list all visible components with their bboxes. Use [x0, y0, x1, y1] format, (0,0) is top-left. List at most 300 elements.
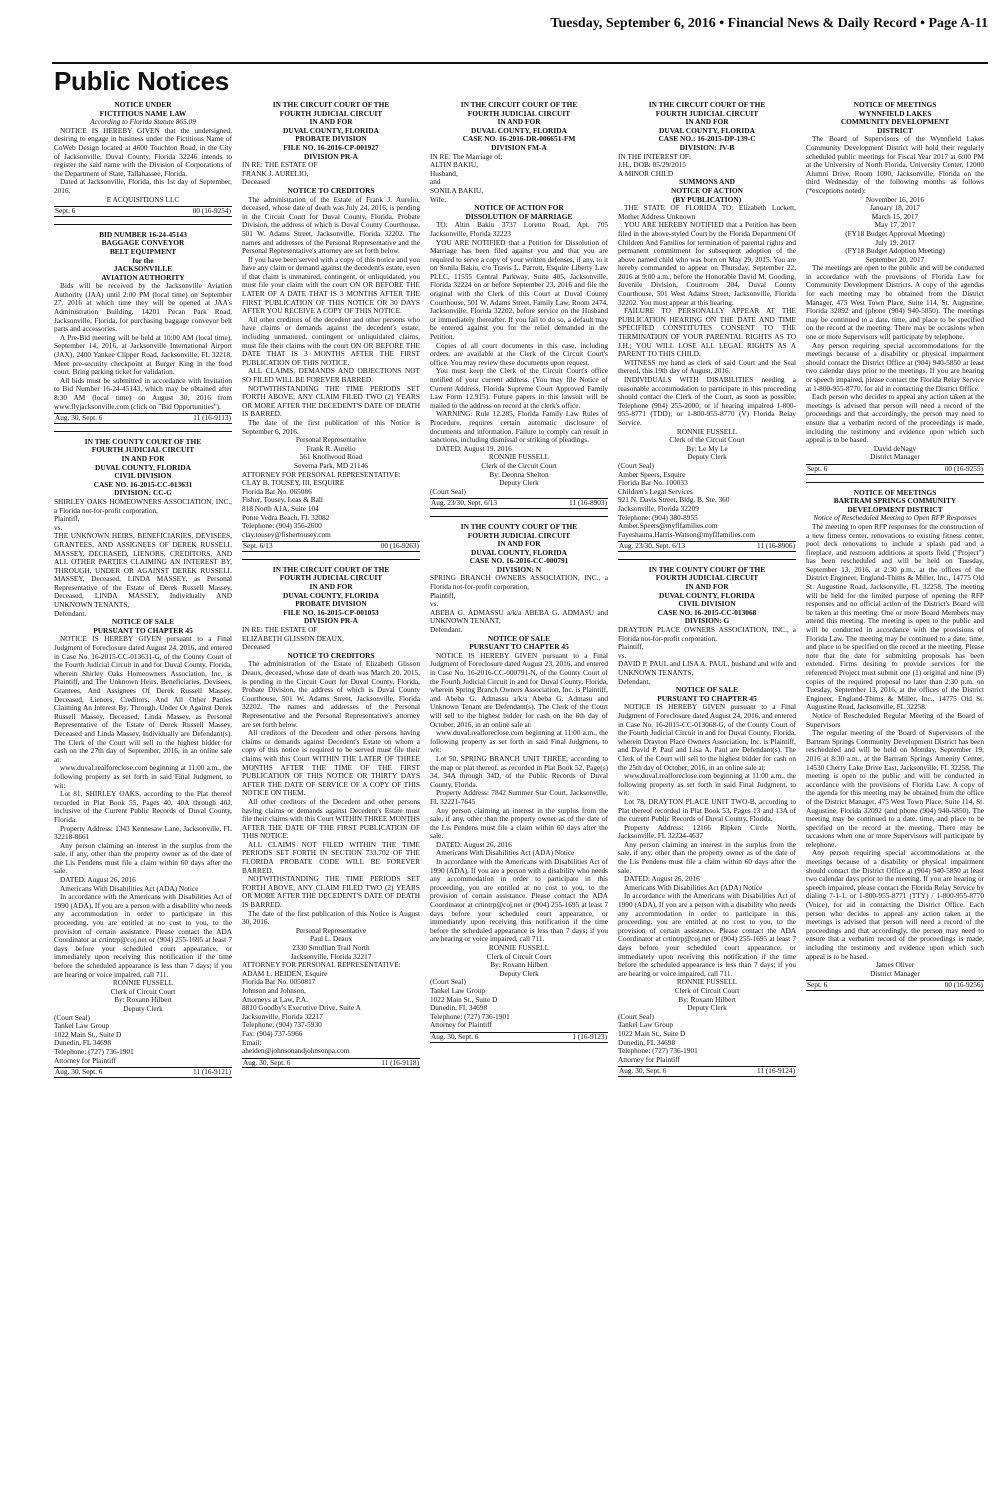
- notice-id: 11 (16-9121): [192, 1067, 231, 1077]
- notice-contact-line: Fayeshauna.Harris-Watson@myflfamilies.com: [618, 529, 756, 539]
- notice-id: 00 (16-9255): [944, 463, 983, 473]
- notice-paragraph: All other creditors of the decedent and other persons who have claims or demands against the decedent's estate, including unmatured, contingent or unliquidated claims, must file their claims with the court ON OR BEFORE THE DATE THAT IS 3 MONTHS AFTER THE FIRST PUBLICATION OF THIS NOTICE.: [242, 314, 420, 367]
- notice-party-line: SONILA BAKIU,: [430, 185, 484, 195]
- notice-signature-line: Personal Representative: [295, 435, 367, 445]
- notice-heading: DEVELOPMENT DISTRICT: [847, 504, 943, 514]
- notice-contact-line: 8810 Goodby's Executive Drive, Suite A: [242, 1003, 361, 1013]
- notice-paragraph: Americans With Disabilities Act (ADA) Notice: [624, 882, 763, 892]
- notice-columns: [54, 101, 988, 1493]
- notice-heading: IN AND FOR: [497, 539, 541, 549]
- notice-party-line: ABEBA G. ADMASSU a/k/a ABEBA G. ADMASU and UNKNOWN TENANT,: [430, 607, 608, 626]
- legal-notice: [806, 489, 984, 991]
- notice-contact-line: Fax: (904) 737-5966: [242, 1028, 303, 1038]
- meeting-date: September 20, 2017: [865, 254, 925, 264]
- notice-contact-line: Ponte Vedra Beach, FL 32082: [242, 512, 330, 522]
- notice-heading: IN THE CIRCUIT COURT OF THE: [272, 564, 390, 574]
- notice-footer: [430, 1032, 608, 1043]
- legal-notice: [54, 101, 232, 217]
- notice-divider: [242, 559, 420, 560]
- notice-contact-line: Amber Speers, Esquire: [618, 469, 686, 479]
- notice-heading: DIVISION PR-A: [304, 616, 358, 626]
- notice-footer: [242, 541, 420, 552]
- notice-footer: [54, 1067, 232, 1078]
- notice-party-line: Deceased: [242, 642, 270, 652]
- notice-party-line: ALTIN BAKIU,: [430, 160, 478, 170]
- notice-party-line: and: [430, 177, 441, 187]
- meeting-date: (FY18 Budget Adoption Meeting): [845, 246, 945, 256]
- notice-paragraph: www.duval.realforeclose.com beginning at 11:00 a.m., the following property as set forth in said Final Judgment, to wit:: [54, 763, 232, 790]
- notice-heading: CASE NO. 16-2015-CC-013068: [657, 607, 757, 617]
- notice-heading: DIVISION PR-A: [304, 151, 358, 161]
- notice-heading: FILE NO. 16-2016-CP-001927: [283, 142, 379, 152]
- notice-paragraph: NOTICE IS HEREBY GIVEN that the undersigned, desiring to engage in business under the Fictitious Name of CoWeb Design located at 4600 Touchton Road, in the City of Jacksonville, Duval County, Florida 32246 intends to register the said name with the Division of Corporations of the Department of State, Tallahassee, Florida.: [54, 125, 232, 178]
- notice-heading: NOTICE UNDER: [114, 101, 172, 109]
- notice-contact-line: Tankel Law Group: [430, 985, 486, 995]
- notice-heading: DUVAL COUNTY, FLORIDA: [95, 462, 191, 472]
- page-folio: Tuesday, September 6, 2016 • Financial News & Daily Record • Page A-11: [550, 16, 988, 31]
- notice-heading: IN THE CIRCUIT COURT OF THE: [648, 101, 766, 109]
- notice-divider: [54, 224, 232, 225]
- notice-id: 00 (16-9256): [944, 980, 983, 990]
- notice-party-line: IN RE: The Marriage of:: [430, 151, 503, 161]
- notice-paragraph: www.duval.realforeclose.com beginning at 11:00 a.m., the following property as set forth in said Final Judgment, to wit:: [618, 771, 796, 798]
- notice-paragraph: The administration of the Estate of Frank J. Aurelio, deceased, whose date of death was July 24, 2016, is pending in the Circuit Court for Duval County, Florida, Probate Division, the address of which is Duval County Courthouse, 501 W. Adams Street, Jacksonville, Florida 32202. The names and addresses of the Personal Representative and the Personal Representative's attorney are set forth below.: [242, 194, 420, 256]
- notice-party-line: SPRING BRANCH OWNERS ASSOCIATION, INC., a Florida not-for-profit corporation,: [430, 573, 608, 592]
- masthead-rule: [52, 62, 988, 64]
- notice-signature-line: Clerk of the Circuit Court: [669, 435, 745, 445]
- notice-signature-line: By: Roxann Hilbert: [678, 994, 736, 1004]
- notice-contact-line: Jacksonville, Florida 32217: [242, 1011, 323, 1021]
- publication-dates: Aug. 30, Sept. 6: [431, 1031, 479, 1041]
- notice-subtitle: According to Florida Statute 865.09: [90, 117, 196, 127]
- notice-heading: IN AND FOR: [309, 117, 353, 127]
- notice-party-line: J.H., DOB: 05/29/2015: [618, 160, 686, 170]
- notice-id: 11 (16-8903): [568, 498, 607, 508]
- legal-notice: [242, 101, 420, 552]
- notice-signature-line: Clerk of Circuit Court: [674, 985, 740, 995]
- notice-signature-line: Jacksonville, Florida 32217: [290, 951, 372, 961]
- notice-signature-line: Personal Representative: [295, 925, 367, 935]
- notice-contact-line: aheiden@johnsonandjohnsonpa.com: [242, 1046, 350, 1056]
- notice-paragraph: NOTWITHSTANDING THE TIME PERIODS SET FORTH ABOVE, ANY CLAIM FILED TWO (2) YEARS OR MORE AFTER THE DECEDENT'S DATE OF DEATH IS BARRED.: [242, 874, 420, 910]
- notice-paragraph: NOTICE IS HEREBY GIVEN pursuant to a Final Judgment of Foreclosure dated August 24, 2016, and entered in Case No. 16-2015-CC-013631-G, of the County Court of the Fourth Judicial Circuit in and for Duval County, Florida, wherein Shirley Oaks Homeowners Association, Inc. is Plaintiff, and The Unknown Heirs, Beneficiaries, Devisees, Grantees, And Assignees Of Derek Russell Massey, Deceased, Lienors, Creditors, And All Other Parties Claiming An Interest By, Through, Under Or Against Derek Russell Massey, Deceased, Linda Massey, as Personal Representative of the Estate of Derek Russell Massey, Deceased and Linda Massey, Individually are Defendant(s). The Clerk of the Court will sell to the highest bidder for cash on the 27th day of September, 2016, in an online sale at:: [54, 634, 232, 764]
- notice-signature-line: E ACQUISITIONS LLC: [106, 194, 180, 204]
- notice-heading: JACKSONVILLE: [113, 264, 173, 274]
- notice-heading: BARTRAM SPRINGS COMMUNITY: [833, 496, 957, 506]
- notice-contact-line: Florida Bar No. 0050817: [242, 977, 316, 987]
- notice-paragraph: In accordance with the Americans with Disabilities Act of 1990 (ADA), If you are a person with a disability who needs any accommodation in order to participate in this proceeding, you are entitled at no cost to you, to the provision of certain assistance. Please contact the ADA Coordinator at crtintrp@coj.net or (904) 255-1695 at least 7 days before your scheduled court appearance, or immediately upon receiving this notification if the time before the scheduled appearance is less than 7 days; if you are hearing or voice impaired, call 711.: [618, 891, 796, 978]
- notice-paragraph: YOU ARE NOTIFIED that a Petition for Dissolution of Marriage has been filed against you and that you are required to serve a copy of your written defenses, if any, to it on Sonila Bakiu, c/o Travis L. Parrott, Esquire Liberty Law PLLC, 11555 Central Parkway, Suite 405, Jacksonville, Florida 32224 on or before September 23, 2016 and file the original with the Clerk of this Court at Duval County Courthouse, 501 W. Adams Street, Family Law, Room 2474, Jacksonville, Florida 32202, before service on the Husband or immediately thereafter. If you fail to do so, a default may be entered against you for the relief demanded in the Petition.: [430, 237, 608, 342]
- notice-party-line: vs.: [430, 599, 439, 609]
- notice-paragraph: The regular meeting of the Board of Supervisors of the Bartram Springs Community Development District has been rescheduled and will be held on Monday, September 19, 2016 at 8:30 a.m., at the Bartram Springs Amenity Center, 14530 Cherry Lake Drive East, Jacksonville, FL 32258. The meeting is open to the public and will be conducted in accordance with the provisions of Florida Law. A copy of the agenda for this meeting may be obtained from the office of the District Manager, 475 West Town Place, Suite 114, St. Augustine, Florida 32092 (and phone (904) 940-5850). The meeting may be continued to a date, time, and place to be specified on the record at the meeting. There may be occasions when one or more Supervisors will participate by telephone.: [806, 728, 984, 849]
- notice-contact-line: 1022 Main St., Suite D: [54, 1029, 122, 1039]
- notice-contact-line: (Court Seal): [54, 1012, 90, 1022]
- notice-paragraph: Each person who decides to appeal any action taken at the meetings is advised that person will need a record of the proceedings and that accordingly, the person may need to ensure that a verbatim record of the proceedings is made, including the testimony and evidence upon which such appeal is to be based.: [806, 392, 984, 445]
- notice-paragraph: Property Address: 7842 Summer Star Court, Jacksonville, FL 32221-7645: [430, 788, 608, 806]
- notice-party-line: IN RE: THE ESTATE OF: [242, 625, 318, 635]
- notice-signature-line: RONNIE FUSSELL: [488, 943, 550, 952]
- notice-paragraph: All bids must be submitted in accordance with Invitation to Bid Number 16-24-45143, which may be obtained after 8:30 AM (local time) on August 30, 2016 from www.flyjacksonville.com (click on "Bid Opportunities").: [54, 375, 232, 411]
- notice-heading: CASE NO. 16-2016-DR-006651-FM: [462, 134, 576, 144]
- notice-paragraph: NOTICE IS HEREBY GIVEN pursuant to a Final Judgment of Foreclosure dated August 23, 2016, and entered in Case No. 16-2016-CC-000791-N, of the County Court of the Fourth Judicial Circuit in and for Duval County, Florida, wherein Spring Branch Owners Association, Inc. is Plaintiff, and Abeba G. Admassu a/k/a Abeba G. Admasu and Unknown Tenant are Defendant(s). The Clerk of the Court will sell to the highest bidder for cash on the 6th day of October, 2016, in an online sale at:: [430, 650, 608, 729]
- notice-contact-line: 1022 Main St., Suite D: [430, 994, 498, 1004]
- notice-signature-line: Deputy Clerk: [499, 968, 539, 978]
- notice-signature-line: James Oliver: [875, 960, 915, 970]
- notice-contact-line: Florida Bar No. 065086: [242, 486, 312, 496]
- notice-contact-line: 818 North A1A, Suite 104: [242, 503, 319, 513]
- notice-contact-line: Attorneys at Law, P.A.: [242, 994, 308, 1004]
- notice-party-line: vs.: [54, 522, 63, 532]
- notice-column-4: [618, 101, 796, 1493]
- notice-signature-line: Clerk of Circuit Court: [110, 986, 176, 996]
- notice-heading: BELT EQUIPMENT: [109, 246, 177, 256]
- notice-subheading: SUMMONS AND: [678, 177, 736, 187]
- notice-party-line: Husband,: [430, 168, 458, 178]
- notice-contact-line: 1022 Main St., Suite D: [618, 1028, 686, 1038]
- notice-contact-line: Florida Bar No. 100033: [618, 478, 688, 488]
- notice-subheading: NOTICE OF ACTION FOR: [474, 203, 564, 213]
- notice-party-line: Wife.: [430, 194, 447, 204]
- notice-contact-line: (Court Seal): [430, 977, 466, 987]
- notice-paragraph: A Pre-Bid meeting will be held at 10:00 AM (local time), September 14, 2016, at Jacksonville International Airport (JAX), 2400 Yankee Clipper Road, Jacksonville, FL 32218. Meet pre-security checkpoint at Burger King in the food court. Bring parking ticket for validation.: [54, 332, 232, 377]
- notice-heading: WYNNFIELD LAKES: [858, 108, 932, 118]
- notice-signature-line: Paul L. Deaux: [310, 934, 352, 944]
- publication-dates: Aug. 30, Sept. 6: [243, 1057, 291, 1067]
- notice-paragraph: Bids will be received by the Jacksonville Aviation Authority (JAA) until 2:00 PM (local time) on September 27, 2016 at which time they will be opened at JAA's Administration Building, 14201 Pecan Park Road, Jacksonville, Florida, for purchasing baggage conveyor belt parts and accessories.: [54, 281, 232, 334]
- notice-paragraph: Any person claiming an interest in the surplus from the sale, if any, other than the property owner as of the date of the Lis Pendens must file a claim within 60 days after the sale.: [430, 805, 608, 841]
- notice-contact-line: 921 N. Davis Street, Bldg. B, Ste. 360: [618, 495, 730, 505]
- notice-paragraph: In accordance with the Americans with Disabilities Act of 1990 (ADA), If you are a person with a disability who needs any accommodation in order to participate in this proceeding, you are entitled at no cost to you, to the provision of certain assistance. Please contact the ADA Coordinator at crtintrp@coj.net or (904) 255-1695 at least 7 days before your scheduled court appearance, or immediately upon receiving this notification if the time before the scheduled appearance is less than 7 days; if you are hearing or voice impaired, call 711.: [430, 857, 608, 944]
- notice-contact-line: Email:: [242, 1037, 262, 1047]
- notice-signature-line: Deputy Clerk: [499, 478, 539, 488]
- notice-heading: IN THE COUNTY COURT OF THE: [460, 521, 578, 531]
- notice-heading: DIVISION: CC-G: [114, 488, 172, 498]
- notice-paragraph: THE STATE OF FLORIDA TO: Elizabeth Luckett, Mother Address Unknown: [618, 203, 796, 221]
- legal-notice: [806, 101, 984, 475]
- notice-paragraph: ALL CLAIMS NOT FILED WITHIN THE TIME PERIODS SET FORTH IN SECTION 733.702 OF THE FLORIDA PROBATE CODE WILL BE FOREVER BARRED.: [242, 839, 420, 875]
- notice-subheading: PURSUANT TO CHAPTER 45: [93, 625, 193, 635]
- notice-heading: DIVISION: JV-B: [679, 142, 735, 152]
- notice-party-line: Plaintiff,: [618, 642, 644, 652]
- notice-subheading: NOTICE OF ACTION: [670, 185, 743, 195]
- notice-contact-line: Telephone: (904) 380-8955: [618, 512, 698, 522]
- meeting-date: March 15, 2017: [871, 211, 919, 221]
- notice-heading: DUVAL COUNTY, FLORIDA: [471, 547, 567, 557]
- notice-contact-line: Dunedin, FL 34698: [430, 1003, 488, 1013]
- notice-party-line: IN RE: THE ESTATE OF: [242, 160, 318, 170]
- notice-heading: PROBATE DIVISION: [295, 599, 367, 609]
- notice-subheading: PURSUANT TO CHAPTER 45: [657, 693, 757, 703]
- notice-signature-line: Clerk of the Circuit Court: [481, 460, 557, 470]
- notice-footer: [430, 498, 608, 509]
- legal-notice: [430, 101, 608, 509]
- notice-signature-line: RONNIE FUSSELL: [676, 426, 738, 436]
- notice-party-line: Defendant.: [618, 676, 651, 686]
- notice-party-line: DRAYTON PLACE OWNERS ASSOCIATION, INC., a Florida not-for-profit corporation,: [618, 625, 796, 643]
- notice-signature-line: District Manager: [870, 968, 920, 978]
- notice-paragraph: NOTICE IS HEREBY GIVEN pursuant to a Final Judgment of Foreclosure dated August 24, 2016, and entered in Case No. 16-2015-CC-013068-G, of the County Court of the Fourth Judicial Circuit in and for Duval County, Florida, wherein Drayton Place Owners Association, Inc. is Plaintiff, and David P. Paul and Lisa A. Paul are Defendant(s). The Clerk of the Court will sell to the highest bidder for cash on the 25th day of October, 2016, in an online sale at:: [618, 702, 796, 772]
- notice-party-line: Plaintiff,: [54, 514, 80, 524]
- notice-id: 11 (16-9118): [381, 1057, 419, 1067]
- notice-signature-line: RONNIE FUSSELL: [488, 452, 550, 462]
- notice-contact-line: ADAM L. HEIDEN, Esquire: [242, 968, 328, 978]
- notice-signature-line: 2330 Smullian Trail North: [292, 943, 370, 952]
- notice-contact-line: ATTORNEY FOR PERSONAL REPRESENTATIVE:: [242, 469, 401, 479]
- notice-paragraph: Americans With Disabilities Act (ADA) Notice: [60, 883, 199, 893]
- notice-footer: [54, 413, 232, 424]
- notice-divider: [806, 482, 984, 483]
- notice-paragraph: Americans With Disabilities Act (ADA) Notice: [436, 848, 575, 858]
- notice-paragraph: Notice of Rescheduled Regular Meeting of the Board of Supervisors: [806, 710, 984, 729]
- notice-subheading: NOTICE OF SALE: [675, 685, 739, 695]
- publication-dates: Sept. 6: [55, 206, 76, 216]
- notice-party-line: THE UNKNOWN HEIRS, BENEFICIARIES, DEVISEES, GRANTEES, AND ASSIGNEES OF DEREK RUSSELL MASSEY, DECEASED, LIENORS, CREDITORS, AND ALL OTHER PARTIES CLAIMING AN INTEREST BY, THROUGH, UNDER OR AGAINST DEREK RUSSELL MASSEY, Deceased, LINDA MASSEY, as Personal Representative of the Estate of Derek Russell Massey, Deceased, LINDA MASSEY, Individually AND UNKNOWN TENANTS,: [54, 531, 232, 610]
- notice-heading: FOURTH JUDICIAL CIRCUIT: [91, 445, 195, 455]
- notice-paragraph: YOU ARE HEREBY NOTIFIED that a Petition has been filed in the above-styled Court by the Florida Department Of Children And Families for termination of parental rights and permanent commitment for subsequent adoption of the above named child who was born on May 29, 2015. You are hereby commanded to appear on Thursday, September 22, 2016 at 9:00 a.m., before the Honorable David M. Gooding, Juvenile Division, Courtroom 204, Duval County Courthouse, 501 West Adams Street, Jacksonville, Florida 32202. You must appear at this hearing.: [618, 220, 796, 307]
- notice-contact-line: (Court Seal): [430, 486, 466, 496]
- notice-id: 11 (16-9113): [193, 413, 231, 423]
- notice-divider: [430, 516, 608, 517]
- notice-subheading: DISSOLUTION OF MARRIAGE: [465, 211, 573, 221]
- notice-signature-line: By: Roxann Hilbert: [490, 960, 548, 970]
- publication-dates: Aug. 30, Sept. 6: [619, 1066, 667, 1076]
- notice-contact-line: Amber.Speers@myflfamilies.com: [618, 521, 718, 531]
- notice-signature-line: Frank R. Aurelio: [306, 443, 356, 453]
- legal-notice: [54, 231, 232, 424]
- meeting-date: January 18, 2017: [869, 203, 921, 213]
- legal-notice: [242, 566, 420, 1068]
- notice-contact-line: (Court Seal): [618, 460, 654, 470]
- notice-id: 00 (16-9263): [380, 541, 419, 551]
- notice-signature-line: RONNIE FUSSELL: [112, 978, 174, 988]
- notice-heading: IN THE COUNTY COURT OF THE: [648, 564, 766, 574]
- notice-paragraph: FAILURE TO PERSONALLY APPEAR AT THE PUBLICATION HEARING ON THE DATE AND TIME SPECIFIED CONSTITUTES CONSENT TO THE TERMINATION OF YOUR PARENTAL RIGHTS AS TO J.H.; YOU WILL LOSE ALL LEGAL RIGHTS AS A PARENT TO THIS CHILD.: [618, 306, 796, 359]
- notice-footer: [242, 1058, 420, 1069]
- notice-contact-line: (Court Seal): [618, 1011, 654, 1021]
- notice-paragraph: All creditors of the Decedent and other persons having claims or demands against Decedent's Estate on whom a copy of this notice is required to be served must file their claims with this Court WITHIN THE LATER OF THREE MONTHS AFTER THE TIME OF THE FIRST PUBLICATION OF THIS NOTICE OR THIRTY DAYS AFTER THE DATE OF SERVICE OF A COPY OF THIS NOTICE ON THEM.: [242, 728, 420, 798]
- notice-paragraph: Any person requiring special accommodations for the meetings because of a disability or physical impairment should contact the District Office at (904) 940-5850 at least two calendar days prior to the meetings. If you are hearing or speech impaired, please contact the Florida Relay Service at 1-800-955-8770, for aid in contacting the District Office.: [806, 340, 984, 393]
- notice-heading: IN AND FOR: [309, 582, 353, 592]
- notice-heading: DUVAL COUNTY, FLORIDA: [283, 125, 379, 135]
- notice-paragraph: The meeting to open RFP responses for the construction of a new fitness center, renovations to existing fitness center, pool deck renovations to include a splash pad and a fireplace, and restroom additions at sports field ("Project") has been rescheduled and will be held on Tuesday, September 13, 2016, at 2:30 p.m., at the offices of the District Engineer, England-Thims & Miller, Inc., 14775 Old St. Augustine Road, Jacksonville, FL 32258. The meeting will be held for the limited purpose of opening the RFP responses and no official action of the District's Board will be taken at this meeting. One or more Board Members may attend this meeting. The meeting is open to the public and will be conducted in accordance with the provisions of Florida Law. The meeting may be continued to a date, time, and place to be specified on the record at the meeting. Please note that the date for submitting proposals has been extended. Firms desiring to provide services for the referenced Project must submit one (1) original and nine (9) copies of the required proposal no later than 2:30 p.m. on Tuesday, September 13, 2016, at the offices of the District Engineer, England-Thims & Miller, Inc., 14775 Old St. Augustine Road, Jacksonville, FL 32258.: [806, 521, 984, 712]
- notice-subheading: (BY PUBLICATION): [672, 194, 742, 204]
- notice-paragraph: The date of the first publication of this Notice is September 6, 2016.: [242, 417, 420, 436]
- notice-party-line: Plaintiff,: [430, 590, 456, 600]
- notice-signature-line: 561 Knollwood Road: [299, 452, 363, 462]
- notice-footer: [806, 980, 984, 991]
- notice-paragraph: In accordance with the Americans with Disabilities Act of 1990 (ADA), If you are a person with a disability who needs any accommodation in order to participate in this proceeding, you are entitled at no cost to you, to the provision of certain assistance. Please contact the ADA Coordinator at crtintrp@coj.net or (904) 255-1695 at least 7 days before your scheduled court appearance, or immediately upon receiving this notification if the time before the scheduled appearance is less than 7 days; if you are hearing or voice impaired, call 711.: [54, 892, 232, 979]
- notice-paragraph: DATED: August 26, 2016: [60, 875, 136, 885]
- notice-heading: CIVIL DIVISION: [678, 599, 736, 609]
- notice-signature-line: Deputy Clerk: [687, 452, 727, 462]
- publication-dates: Aug. 30, Sept. 6: [55, 1067, 103, 1077]
- notice-contact-line: Dunedin, FL 34698: [54, 1038, 112, 1048]
- notice-heading: DIVISION FM-A: [491, 142, 547, 152]
- notice-paragraph: Property Address: 1343 Kennesaw Lane, Jacksonville, FL 32218-8661: [54, 823, 232, 842]
- notice-heading: CASE NO. 16-2016-CC-000791: [469, 556, 569, 566]
- notice-subtitle: Notice of Rescheduled Meeting to Open RFP Responses: [813, 513, 977, 523]
- notice-contact-line: ATTORNEY FOR PERSONAL REPRESENTATIVE:: [242, 960, 401, 970]
- notice-party-line: FRANK J. AURELIO,: [242, 168, 309, 178]
- notice-paragraph: All other creditors of the Decedent and other persons having claims or demands against Decedent's Estate must file their claims with this Court WITHIN THREE MONTHS AFTER THE DATE OF THE FIRST PUBLICATION OF THIS NOTICE.: [242, 796, 420, 841]
- notice-paragraph: Dated at Jacksonville, Florida, this 1st day of September, 2016.: [54, 177, 232, 195]
- notice-paragraph: Any person claiming an interest in the surplus from the sale, if any, other than the property owner as of the date of the Lis Pendens must file a claim within 60 days after the sale.: [618, 839, 796, 875]
- notice-paragraph: NOTWITHSTANDING THE TIME PERIODS SET FORTH ABOVE, ANY CLAIM FILED TWO (2) YEARS OR MORE AFTER THE DECEDENT'S DATE OF DEATH IS BARRED.: [242, 383, 420, 419]
- notice-signature-line: Clerk of Circuit Court: [486, 951, 552, 961]
- notice-heading: for the: [132, 255, 154, 265]
- notice-paragraph: The Board of Supervisors of the Wynnfield Lakes Community Development District will hold their regularly scheduled public meetings for Fiscal Year 2017 at 6:00 PM at the University of North Florida, University Center, 12000 Alumni Drive, Room 1090, Jacksonville, Florida on the third Wednesday of the following months as follows (*exceptions noted):: [806, 134, 984, 195]
- notice-contact-line: Tankel Law Group: [54, 1021, 110, 1031]
- notice-heading: IN AND FOR: [685, 117, 729, 127]
- notice-paragraph: WARNING: Rule 12.285, Florida Family Law Rules of Procedure, requires certain automatic disclosure of documents and information. Failure to comply can result in sanctions, including dismissal or striking of pleadings.: [430, 409, 608, 445]
- notice-heading: BID NUMBER 16-24-45143: [99, 229, 187, 239]
- notice-heading: DUVAL COUNTY, FLORIDA: [283, 590, 379, 600]
- notice-subheading: NOTICE TO CREDITORS: [287, 650, 375, 660]
- notice-paragraph: Property Address: 12166 Ripken Circle North, Jacksonville, FL 32224-4637: [618, 822, 796, 841]
- notice-footer: [618, 541, 796, 552]
- notice-paragraph: WITNESS my hand as clerk of said Court and the Seal thereof, this 19th day of August, 2016.: [618, 357, 796, 376]
- notice-signature-line: By: Le My Le: [686, 443, 728, 453]
- notice-footer: [806, 464, 984, 475]
- notice-heading: NOTICE OF MEETINGS: [853, 487, 937, 497]
- notice-heading: FOURTH JUDICIAL CIRCUIT: [655, 573, 759, 583]
- notice-signature-line: By: Deonna Shelton: [489, 469, 549, 479]
- notice-contact-line: Telephone: (727) 736-1901: [430, 1011, 510, 1021]
- notice-party-line: DAVID P. PAUL and LISA A. PAUL, husband and wife and UNKNOWN TENANTS,: [618, 659, 796, 677]
- notice-heading: FILE NO. 16-2015-CP-001053: [283, 607, 379, 617]
- notice-paragraph: Lot 81, SHIRLEY OAKS, according to the Plat thereof recorded in Plat Book 55, Pages 40, 40A through 40J, inclusive of the Current Public Records of Duval County, Florida.: [54, 789, 232, 824]
- notice-contact-line: CLAY B. TOUSEY, III, ESQUIRE: [242, 478, 345, 488]
- meeting-date: May 17, 2017: [874, 220, 916, 230]
- notice-signature-line: By: Roxann Hilbert: [114, 995, 172, 1005]
- notice-contact-line: clay.tousey@fishertousey.com: [242, 529, 331, 539]
- notice-paragraph: Lot 78, DRAYTON PLACE UNIT TWO-B, according to Plat thereof recorded in Plat Book 53, Pages 13 and 13A of the current Public Records of Duval County, Florida.: [618, 796, 796, 824]
- notice-paragraph: DATED: August 26, 2016: [624, 874, 700, 884]
- notice-party-line: Deceased: [242, 177, 270, 187]
- notice-footer: [54, 206, 232, 217]
- notice-paragraph: Lot 50, SPRING BRANCH UNIT THREE, according to the map or plat thereof, as recorded in Plat Book 52, Page(s) 34, 34A through 34D, of the Public Records of Duval County, Florida.: [430, 753, 608, 789]
- notice-party-line: Defendant.: [54, 608, 87, 618]
- meeting-date: July 19, 2017: [875, 237, 915, 247]
- notice-contact-line: Tankel Law Group: [618, 1020, 674, 1030]
- publication-dates: Sept. 6: [807, 463, 828, 473]
- notice-heading: CASE NO.: 16-2015-DP-139-C: [658, 134, 756, 144]
- notice-heading: BAGGAGE CONVEYOR: [101, 238, 185, 248]
- notice-contact-line: Attorney for Plaintiff: [430, 1020, 492, 1030]
- notice-heading: DIVISION: N: [496, 564, 542, 574]
- notice-divider: [54, 431, 232, 432]
- notice-paragraph: You must keep the Clerk of the Circuit Court's office notified of your current address. (You may file Notice of Current Address, Florida Supreme Court Approved Family Law Form 12.915). Future papers in this lawsuit will be mailed to the address on record at the clerk's office.: [430, 366, 608, 410]
- notice-heading: NOTICE OF MEETINGS: [853, 101, 937, 109]
- notice-heading: FOURTH JUDICIAL CIRCUIT: [467, 108, 571, 118]
- notice-divider: [618, 559, 796, 560]
- notice-paragraph: The meetings are open to the public and will be conducted in accordance with the provisions of Florida Law for Community Development Districts. A copy of the agendas for each meeting may be obtained from the District Manager, 475 West Town Place, Suite 114, St. Augustine, Florida 32092 and (phone (904) 940-5850). The meetings may be continued to a date, time, and place to be specified on the record at the meeting. There may be occasions when one or more Supervisors will participate by telephone.: [806, 263, 984, 342]
- legal-notice: [618, 101, 796, 552]
- notice-paragraph: The administration of the Estate of Elizabeth Glisson Deaux, deceased, whose date of death was March 20, 2015, is pending in the Circuit Court for Duval County, Florida, Probate Division, the address of which is Duval County Courthouse, 501 W. Adams Street, Jacksonville, Florida 32202. The names and addresses of the Personal Representative and the Personal Representative's attorney are set forth below.: [242, 659, 420, 729]
- notice-heading: FOURTH JUDICIAL CIRCUIT: [655, 108, 759, 118]
- notice-contact-line: Children's Legal Services: [618, 486, 693, 496]
- notice-subheading: NOTICE TO CREDITORS: [287, 185, 375, 195]
- notice-contact-line: Attorney for Plaintiff: [618, 1054, 680, 1064]
- publication-dates: Aug. 23/30, Sept. 6/13: [431, 498, 498, 508]
- legal-notice: [618, 566, 796, 1077]
- notice-party-line: A MINOR CHILD: [618, 168, 674, 178]
- notice-heading: IN THE CIRCUIT COURT OF THE: [272, 101, 390, 109]
- notice-heading: IN AND FOR: [497, 117, 541, 127]
- legal-notice: [54, 438, 232, 1078]
- notice-contact-line: Dunedin, FL 34698: [618, 1037, 676, 1047]
- notice-heading: DUVAL COUNTY, FLORIDA: [471, 125, 567, 135]
- publication-dates: Aug. 30, Sept. 6: [55, 413, 103, 423]
- notice-heading: IN AND FOR: [121, 453, 165, 463]
- notice-id: 11 (16-9124): [756, 1066, 795, 1076]
- notice-heading: AVIATION AUTHORITY: [101, 272, 185, 282]
- publication-dates: Aug. 23/30, Sept. 6/13: [619, 541, 686, 551]
- notice-heading: FOURTH JUDICIAL CIRCUIT: [279, 108, 383, 118]
- notice-column-1: [54, 101, 232, 1493]
- notice-heading: CASE NO. 16-2015-CC-013631: [93, 479, 193, 489]
- notice-paragraph: DATED: August 19, 2016: [436, 443, 512, 453]
- notice-paragraph: TO: Altin Bakiu 3737 Loretto Road, Apt. 705 Jacksonville, Florida 32223: [430, 220, 608, 238]
- notice-paragraph: If you have been served with a copy of this notice and you have any claim or demand against the decedent's estate, even if that claim is unmatured, contingent, or unliquidated, you must file your claim with the court ON OR BEFORE THE LATER OF A DATE THAT IS 3 MONTHS AFTER THE FIRST PUBLICATION OF THIS NOTICE OR 30 DAYS AFTER YOU RECEIVE A COPY OF THIS NOTICE.: [242, 254, 420, 316]
- notice-paragraph: Any person claiming an interest in the surplus from the sale, if any, other than the property owner as of the date of the Lis Pendens must file a claim within 60 days after the sale.: [54, 840, 232, 876]
- legal-notice: [430, 523, 608, 1043]
- notice-paragraph: ALL CLAIMS, DEMANDS AND OBJECTIONS NOT SO FILED WILL BE FOREVER BARRED.: [242, 366, 420, 384]
- notice-contact-line: Johnson and Johnson,: [242, 985, 306, 995]
- notice-paragraph: The date of the first publication of this Notice is August 30, 2016.: [242, 908, 420, 927]
- notice-contact-line: Telephone: (727) 736-1901: [54, 1046, 134, 1056]
- notice-paragraph: Any person requiring special accommodations at the meetings because of a disability or physical impairment should contact the District Office at (904) 940-5850 at least two calendar days prior to the meeting. If you are hearing or speech impaired, please contact the Florida Relay Service by dialing 7-1-1, or 1-800-955-8771 (TTY) / 1-800-955-8770 (Voice), for aid in contacting the District Office. Each person who decides to appeal any action taken at the meetings is advised that person will need a record of the proceedings and that accordingly, the person may need to ensure that a verbatim record of the proceedings is made, including the testimony and evidence upon which such appeal is to be based.: [806, 848, 984, 961]
- notice-party-line: IN THE INTEREST OF:: [618, 151, 691, 161]
- notice-signature-line: Deputy Clerk: [123, 1003, 163, 1013]
- notice-subheading: NOTICE OF SALE: [487, 633, 551, 643]
- notice-signature-line: District Manager: [870, 452, 920, 462]
- notice-contact-line: Telephone: (904) 356-2600: [242, 521, 322, 531]
- notice-id: 11 (16-8906): [756, 541, 795, 551]
- notice-column-3: [430, 101, 608, 1493]
- notice-id: 00 (16-9254): [192, 206, 231, 216]
- notice-contact-line: Attorney for Plaintiff: [54, 1055, 116, 1065]
- notice-party-line: SHIRLEY OAKS HOMEOWNERS ASSOCIATION, INC., a Florida not-for-profit corporation,: [54, 496, 232, 515]
- notice-heading: IN THE COUNTY COURT OF THE: [84, 436, 202, 446]
- section-title: Public Notices: [54, 66, 229, 96]
- notice-heading: DIVISION: G: [684, 616, 730, 626]
- notice-heading: DISTRICT: [877, 125, 913, 135]
- notice-column-2: [242, 101, 420, 1493]
- notice-signature-line: Severna Park, MD 21146: [294, 460, 368, 470]
- notice-footer: [618, 1066, 796, 1077]
- notice-heading: PROBATE DIVISION: [295, 134, 367, 144]
- notice-heading: FICTITIOUS NAME LAW: [99, 108, 187, 118]
- meeting-date: November 16, 2016: [865, 194, 925, 204]
- notice-id: 1 (16-9123): [572, 1031, 607, 1041]
- notice-heading: COMMUNITY DEVELOPMENT: [840, 117, 950, 127]
- notice-party-line: ELIZABETH GLISSON DEAUX,: [242, 633, 344, 643]
- notice-contact-line: Telephone: (727) 736-1901: [618, 1046, 698, 1056]
- meeting-date: (FY18 Budget Approval Meeting): [845, 228, 945, 238]
- notice-heading: DUVAL COUNTY, FLORIDA: [659, 125, 755, 135]
- notice-contact-line: Telephone: (904) 737-5930: [242, 1020, 322, 1030]
- notice-contact-line: Jacksonville, Florida 32209: [618, 503, 699, 513]
- notice-subheading: PURSUANT TO CHAPTER 45: [469, 642, 569, 652]
- notice-subheading: NOTICE OF SALE: [111, 617, 175, 627]
- notice-heading: IN THE CIRCUIT COURT OF THE: [460, 101, 578, 109]
- notice-heading: FOURTH JUDICIAL CIRCUIT: [467, 530, 571, 540]
- publication-dates: Sept. 6: [807, 980, 828, 990]
- publication-dates: Sept. 6/13: [243, 541, 273, 551]
- notice-paragraph: INDIVIDUALS WITH DISABILITIES needing a reasonable accommodation to participate in this proceeding should contact the Clerk of the Court, as soon as possible, Telephone (904) 255-2000; or if hearing impaired 1-800-955-8771 (TDD); or 1-800-955-8770 (V) Florida Relay Service.: [618, 375, 796, 427]
- notice-heading: DUVAL COUNTY, FLORIDA: [659, 590, 755, 600]
